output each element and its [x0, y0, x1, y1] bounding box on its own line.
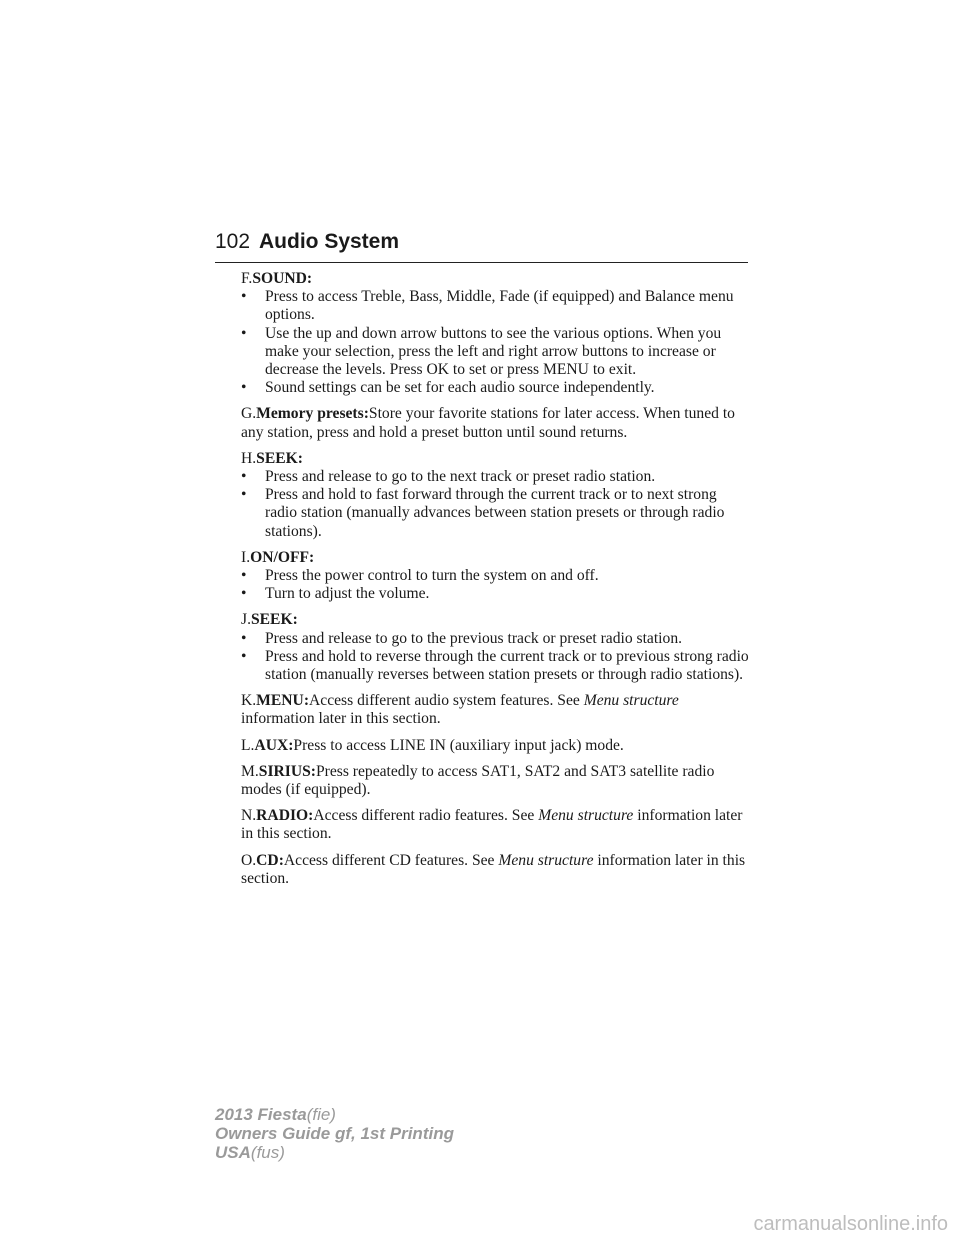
bullet-icon: •: [241, 288, 247, 306]
entry-text: information later in this section.: [241, 710, 441, 728]
print-footer: [215, 1105, 454, 1162]
entry-letter: J.: [241, 611, 251, 629]
bullet-item: • Press and release to go to the next track or preset radio station.: [241, 468, 656, 486]
entry-text: information later in this section.: [241, 807, 743, 843]
entry-sirius: [241, 763, 751, 799]
entry-letter: N.: [241, 807, 257, 825]
bullet-item: • Press and hold to reverse through the current track or to previous strong radio station (manually reverses between station presets or through radio stations).: [241, 647, 749, 684]
bullet-list: [241, 630, 751, 685]
entry-seek-forward: [241, 450, 751, 541]
entry-on-off: [241, 549, 751, 604]
cross-reference: Menu structure: [498, 851, 594, 869]
entry-letter: L.: [241, 736, 255, 754]
footer-printing: Owners Guide gf, 1st Printing: [215, 1124, 454, 1143]
footer-model: 2013 Fiesta: [215, 1105, 307, 1124]
bullet-item: • Use the up and down arrow buttons to see the various options. When you make your selection, press the left and right arrow buttons to increase or decrease the levels. Press OK to set or press MENU to exit.: [241, 324, 722, 379]
bullet-item: • Turn to adjust the volume.: [241, 585, 430, 603]
page-number: 102: [215, 230, 251, 253]
entry-letter: M.: [241, 762, 259, 780]
bullet-icon: •: [241, 379, 247, 397]
cross-reference: Menu structure: [583, 692, 679, 710]
entry-text: Access different audio system features. See: [309, 692, 584, 710]
bullet-icon: •: [241, 468, 247, 486]
entry-letter: O.: [241, 851, 257, 869]
entry-cd: [241, 852, 751, 888]
entry-text: Press repeatedly to access SAT1, SAT2 and SAT3 satellite radio modes (if equipped).: [241, 762, 715, 799]
bullet-item: • Press to access Treble, Bass, Middle, Fade (if equipped) and Balance menu options.: [241, 288, 734, 324]
entry-text: Access different CD features. See: [283, 851, 499, 869]
entry-label: ON/OFF:: [250, 548, 315, 566]
bullet-icon: •: [241, 585, 247, 603]
entry-letter: K.: [241, 692, 257, 710]
bullet-item: • Press the power control to turn the system on and off.: [241, 567, 599, 585]
entry-label: AUX:: [254, 736, 294, 754]
entry-label: Memory presets:: [256, 405, 369, 423]
bullet-item: • Press and hold to fast forward through the current track or to next strong radio station (manually advances between station presets or through radio stations).: [241, 486, 725, 540]
entry-memory-presets: [241, 405, 751, 441]
footer-model-code: (fie): [306, 1105, 336, 1124]
entry-text: information later in this section.: [241, 851, 746, 887]
bullet-list: [241, 288, 751, 397]
entry-label: SEEK:: [256, 449, 303, 467]
bullet-item: • Press and release to go to the previous track or preset radio station.: [241, 629, 683, 647]
bullet-icon: •: [241, 486, 247, 504]
cross-reference: Menu structure: [538, 807, 634, 825]
footer-market: USA: [215, 1143, 251, 1162]
entry-text: Store your favorite stations for later access. When tuned to any station, press and hold a preset button until sound returns.: [241, 405, 735, 441]
bullet-icon: •: [241, 324, 247, 342]
entry-seek-back: [241, 611, 751, 684]
entry-text: Access different radio features. See: [313, 807, 539, 825]
page-content: [241, 270, 751, 896]
bullet-list: [241, 468, 751, 541]
entry-letter: G.: [241, 405, 257, 423]
entry-letter: H.: [241, 449, 257, 467]
bullet-list: [241, 567, 751, 603]
entry-label: SIRIUS:: [258, 762, 316, 780]
entry-letter: I.: [241, 548, 251, 566]
entry-text: Press to access LINE IN (auxiliary input jack) mode.: [293, 736, 624, 754]
section-title: Audio System: [259, 230, 400, 253]
entry-label: MENU:: [256, 692, 310, 710]
bullet-icon: •: [241, 629, 247, 647]
bullet-item: • Sound settings can be set for each audio source independently.: [241, 379, 655, 397]
site-watermark: carmanualsonline.info: [753, 1213, 948, 1235]
entry-label: RADIO:: [256, 807, 314, 825]
entry-label: SOUND:: [252, 270, 313, 287]
entry-label: CD:: [256, 851, 284, 869]
footer-market-code: (fus): [250, 1143, 285, 1162]
page-header: [215, 228, 748, 263]
entry-radio: [241, 807, 751, 843]
bullet-icon: •: [241, 567, 247, 585]
entry-menu: [241, 692, 751, 728]
entry-label: SEEK:: [250, 611, 298, 629]
entry-aux: [241, 737, 751, 755]
entry-letter: F.: [241, 270, 253, 287]
entry-sound: [241, 270, 751, 397]
bullet-icon: •: [241, 647, 247, 665]
